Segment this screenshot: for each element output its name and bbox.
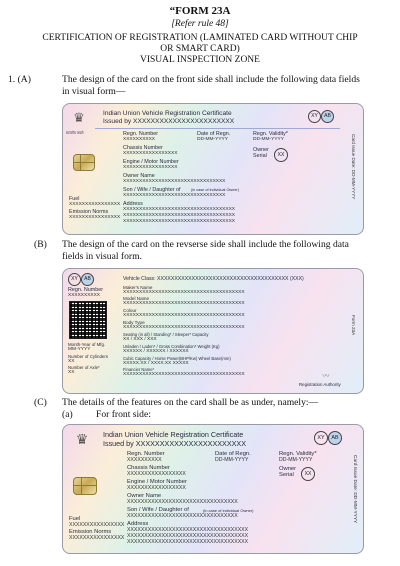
item-c-sub-text: For front side: (96, 409, 151, 420)
qr-code-icon (69, 301, 107, 339)
detail-son-wife-label: Son / Wife / Daughter of (127, 507, 189, 513)
item-c-text: The details of the features on the card shall be as under, namely:— (62, 397, 319, 408)
back-regn-number-value: XXXXXXXXXX (68, 293, 100, 298)
detail-fuel-label: Fuel (69, 516, 81, 522)
son-wife-value: XXXXXXXXXXXXXXXXXXXXXXXXXXXXXXXX (123, 193, 226, 198)
body-type-value: XXXXXXXXXXXXXXXXXXXXXXXXXXXXXXXXXXXXXX (123, 325, 245, 330)
owner-serial-badge (274, 148, 288, 162)
month-year-mfg-label: Month-Year of Mfg. (68, 342, 106, 347)
regn-number-value: XXXXXXXXXX (123, 137, 155, 142)
certificate-title-line2: OR SMART CARD) (160, 44, 240, 54)
detail-front-card-issued-by: Issued by XXXXXXXXXXXXXXXXXXXXXXX (103, 439, 247, 448)
detail-son-wife-value: XXXXXXXXXXXXXXXXXXXXXXXXXXXXXXXX (127, 513, 238, 519)
front-title-band (95, 128, 340, 129)
model-name-value: XXXXXXXXXXXXXXXXXXXXXXXXXXXXXXXXXXXXXX (123, 301, 245, 306)
state-code-badge (308, 110, 321, 123)
item-1a-text-line2: in visual form— (62, 86, 126, 97)
address-value-3: XXXXXXXXXXXXXXXXXXXXXXXXXXXXXXXXXXX (123, 219, 235, 224)
detail-address-label: Address (127, 521, 149, 527)
item-c-sub-number: (a) (62, 409, 73, 420)
detail-son-wife-note: (in case of individual Owner) (203, 508, 254, 513)
owner-name-value: XXXXXXXXXXXXXXXXXXXXXXXXXXXXXXXX (123, 179, 226, 184)
ab-code-text: AB (324, 113, 331, 119)
detail-engine-value: XXXXXXXXXXXXXXXXX (127, 485, 186, 491)
detail-owner-serial-label-1: Owner (279, 466, 297, 472)
regn-validity-value: DD-MM-YYYY (253, 137, 284, 142)
chassis-label: Chassis Number (123, 145, 163, 151)
fuel-value: XXXXXXXXXXXXXXXX (69, 202, 121, 207)
item-b-text-line2: fields in visual form. (62, 251, 142, 262)
detail-state-code-text: XY (317, 435, 325, 441)
owner-serial-label-2: Serial (253, 153, 267, 159)
emblem-caption: सत्यमेव जयते (66, 131, 84, 135)
detail-address-value-2: XXXXXXXXXXXXXXXXXXXXXXXXXXXXXXXXXXX (127, 533, 249, 539)
detail-chassis-label: Chassis Number (127, 465, 170, 471)
makers-name-label: Maker's Name (123, 285, 153, 290)
son-wife-note: (in case of individual Owner) (191, 188, 239, 192)
emission-value: XXXXXXXXXXXXXXXX (69, 215, 121, 220)
front-card-issued-by: Issued by XXXXXXXXXXXXXXXXXXXXXXX (103, 118, 235, 125)
back-regn-number-label: Regn. Number (68, 287, 104, 293)
cubic-capacity-value: XXXXX.XX / XXXX.XX XXXXX (123, 361, 189, 366)
front-card-detail-sample (62, 424, 364, 554)
son-wife-label: Son / Wife / Daughter of (123, 187, 181, 193)
item-b-text-line1: The design of the card on the revserse side shall include the following data (62, 239, 349, 250)
detail-ab-code-badge (328, 431, 342, 445)
detail-owner-serial-badge (301, 467, 315, 481)
detail-state-code-badge (314, 431, 328, 445)
vehicle-class: Vehicle Class: XXXXXXXXXXXXXXXXXXXXXXXXXXXXXXXXXXXXXX (XXX) (123, 276, 304, 282)
axle-label: Number of Axle* (68, 365, 100, 370)
cylinders-value: XX (68, 359, 75, 364)
owner-serial-label-1: Owner (253, 147, 269, 153)
state-code-text: XY (311, 113, 318, 119)
detail-engine-label: Engine / Motor Number (127, 479, 187, 485)
detail-regn-number-label: Regn. Number (127, 451, 165, 457)
unladen-weight-value: XXXXXX / XXXXXX / XXXXXX (123, 349, 189, 354)
detail-owner-name-value: XXXXXXXXXXXXXXXXXXXXXXXXXXXXXXXX (127, 499, 238, 505)
ab-code-badge (321, 110, 334, 123)
certificate-title-line3: VISUAL INSPECTION ZONE (140, 55, 260, 65)
makers-name-value: XXXXXXXXXXXXXXXXXXXXXXXXXXXXXXXXXXXXXX (123, 290, 245, 295)
detail-emission-label: Emission Norms (69, 529, 112, 535)
engine-value: XXXXXXXXXXXXXXXXX (123, 165, 178, 170)
card-issue-date-vertical: Card Issue Date: DD-MM-YYYY (351, 134, 356, 200)
detail-regn-validity-label: Regn. Validity* (279, 451, 317, 457)
detail-owner-serial-label-2: Serial (279, 472, 294, 478)
body-type-label: Body Type (123, 320, 145, 325)
engine-label: Engine / Motor Number (123, 159, 179, 165)
detail-regn-number-value: XXXXXXXXXX (127, 457, 162, 463)
front-card-title: Indian Union Vehicle Registration Certificate (103, 110, 232, 117)
back-ab-code-badge (81, 273, 94, 286)
detail-regn-validity-value: DD-MM-YYYY (279, 457, 313, 463)
item-1a-number: 1. (A) (8, 74, 31, 85)
model-name-label: Model Name (123, 296, 150, 301)
back-state-code-badge (68, 273, 81, 286)
financier-value: XXXXXXXXXXXXXXXXXXXXXXXXXXXXXXXXXXXXXX (123, 372, 245, 377)
emission-label: Emission Norms (69, 209, 109, 215)
detail-owner-name-label: Owner Name (127, 493, 162, 499)
detail-national-emblem-icon: ♛ (75, 431, 89, 447)
detail-ab-code-text: AB (331, 435, 339, 441)
detail-front-card-title: Indian Union Vehicle Registration Certificate (103, 430, 244, 439)
date-of-regn-value: DD-MM-YYYY (197, 137, 228, 142)
owner-name-label: Owner Name (123, 173, 155, 179)
registration-authority: Registration Authority (299, 382, 341, 387)
detail-emission-value: XXXXXXXXXXXXXXXX (69, 535, 125, 541)
chassis-value: XXXXXXXXXXXXXXXXX (123, 151, 178, 156)
regn-number-label: Regn. Number (123, 131, 159, 137)
rule-reference: [Refer rule 48] (171, 19, 229, 29)
form-23a-vertical: Form 23A (351, 315, 356, 336)
detail-card-chip-icon (73, 477, 97, 495)
financier-label: Financier Name* (123, 367, 155, 372)
front-card-sample (62, 103, 364, 235)
back-ab-code-text: AB (84, 276, 91, 282)
month-year-mfg-value: MM-YYYY (68, 347, 91, 352)
owner-serial-value: XX (277, 152, 285, 158)
back-state-code-text: XY (71, 276, 78, 282)
detail-date-of-regn-label: Date of Regn. (215, 451, 251, 457)
cylinders-label: Number of Cylinders (68, 354, 109, 359)
detail-owner-serial-value: XX (304, 471, 312, 477)
signature-mark-icon: 〰 (322, 373, 330, 380)
certificate-title-line1: CERTIFICATION OF REGISTRATION (LAMINATED CARD WITHOUT CHIP (42, 33, 358, 43)
date-of-regn-label: Date of Regn. (197, 131, 231, 137)
fuel-label: Fuel (69, 196, 80, 202)
detail-date-of-regn-value: DD-MM-YYYY (215, 457, 249, 463)
form-title: “FORM 23A (169, 5, 231, 17)
unladen-weight-label: Unladen / Laden* / Gross Combination* Weight (Kg) (123, 344, 220, 349)
address-value-2: XXXXXXXXXXXXXXXXXXXXXXXXXXXXXXXXXXX (123, 213, 235, 218)
cubic-capacity-label: Cubic Capacity / Horse Power(BHP/Kw) Wheel Base(mm) (123, 356, 231, 361)
card-chip-icon (73, 154, 95, 171)
colour-value: XXXXXXXXXXXXXXXXXXXXXXXXXXXXXXXXXXXXXX (123, 313, 245, 318)
item-b-number: (B) (34, 239, 47, 250)
item-c-number: (C) (34, 397, 47, 408)
detail-fuel-value: XXXXXXXXXXXXXXXX (69, 522, 125, 528)
seating-value: XX / XXX / XXX (123, 337, 157, 342)
detail-card-issue-date-vertical: Card Issue Date: DD-MM-YYYY (352, 455, 357, 524)
item-1a-text-line1: The design of the card on the front side shall include the following data fields (62, 74, 360, 85)
regn-validity-label: Regn. Validity* (253, 131, 288, 137)
address-value-1: XXXXXXXXXXXXXXXXXXXXXXXXXXXXXXXXXXX (123, 207, 235, 212)
detail-address-value-3: XXXXXXXXXXXXXXXXXXXXXXXXXXXXXXXXXXX (127, 539, 249, 545)
colour-label: Colour (123, 308, 137, 313)
seating-label: Seating (in all) / Standing* / Sleeper* Capacity (123, 332, 209, 337)
detail-address-value-1: XXXXXXXXXXXXXXXXXXXXXXXXXXXXXXXXXXX (127, 527, 249, 533)
address-label: Address (123, 201, 143, 207)
back-card-sample (62, 268, 364, 394)
national-emblem-icon: ♛ (73, 110, 85, 125)
detail-chassis-value: XXXXXXXXXXXXXXXXX (127, 471, 186, 477)
axle-value: XX (68, 370, 75, 375)
